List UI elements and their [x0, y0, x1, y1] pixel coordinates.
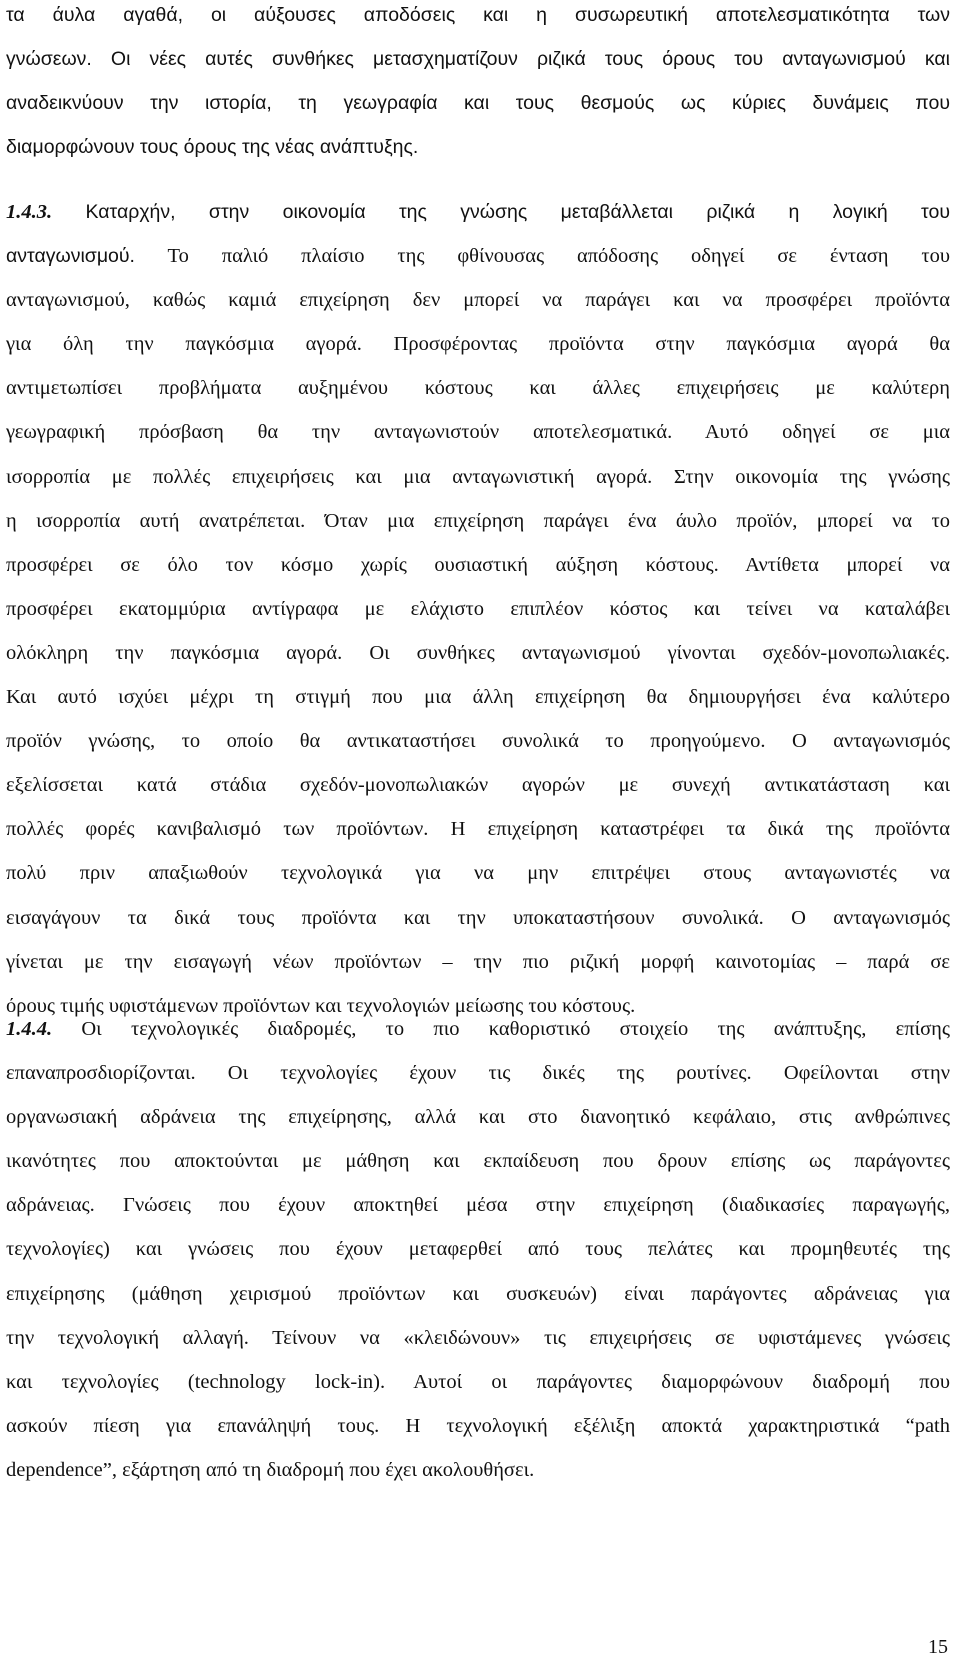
text-line: και τεχνολογίες (technology lock-in). Αυτοί οι παράγοντες διαμορφώνουν διαδρομή που: [6, 1370, 950, 1393]
text-line: τεχνολογίες) και γνώσεις που έχουν μεταφερθεί από τους πελάτες και προμηθευτές της: [6, 1238, 950, 1261]
section-1-4-3: [6, 197, 950, 1035]
section-1-4-4: [6, 1014, 950, 1499]
text-line: αντιμετωπίσει προβλήματα αυξημένου κόστους και άλλες επιχειρήσεις με καλύτερη: [6, 377, 950, 400]
text-line: εξελίσσεται κατά στάδια σχεδόν-μονοπωλιακών αγορών με συνεχή αντικατάσταση και: [6, 774, 950, 797]
text-line: ασκούν πίεση για επανάληψή τους. Η τεχνολογική εξέλιξη αποκτά χαρακτηριστικά “path: [6, 1414, 950, 1437]
text-line: προσφέρει σε όλο τον κόσμο χωρίς ουσιαστική αύξηση κόστους. Αντίθετα μπορεί να: [6, 553, 950, 576]
text-line: ανταγωνισμού, καθώς καμιά επιχείρηση δεν μπορεί να παράγει και να προσφέρει προϊόντα: [6, 289, 950, 312]
text-line: [6, 1014, 950, 1058]
text-line: για όλη την παγκόσμια αγορά. Προσφέροντας προϊόντα στην παγκόσμια αγορά θα: [6, 333, 950, 356]
text-line: dependence”, εξάρτηση από τη διαδρομή που έχει ακολουθήσει.: [6, 1458, 535, 1481]
text-line: ολόκληρη την παγκόσμια αγορά. Οι συνθήκες ανταγωνισμού γίνονται σχεδόν-μονοπωλιακές.: [6, 641, 950, 664]
text-line: γνώσεων. Οι νέες αυτές συνθήκες μετασχηματίζουν ριζικά τους όρους του ανταγωνισμού και: [6, 48, 950, 71]
text-line: όρους τιμής υφιστάμενων προϊόντων και τεχνολογιών μείωσης του κόστους.: [6, 994, 636, 1017]
text-line: γίνεται με την εισαγωγή νέων προϊόντων – την πιο ριζική μορφή καινοτομίας – παρά σε: [6, 950, 950, 973]
text-line: πολύ πριν απαξιωθούν τεχνολογικά για να μην επιτρέψει στους ανταγωνιστές να: [6, 862, 950, 885]
text-line: επιχείρησης (μάθηση χειρισμού προϊόντων και συσκευών) είναι παράγοντες αδράνειας για: [6, 1282, 950, 1305]
text-line: γεωγραφική πρόσβαση θα την ανταγωνιστούν αποτελεσματικά. Αυτό οδηγεί σε μια: [6, 421, 950, 444]
text-line: πολλές φορές κανιβαλισμό των προϊόντων. Η επιχείρηση καταστρέφει τα δικά της προϊόντα: [6, 818, 950, 841]
page-number: 15: [928, 1636, 948, 1658]
text-line: τα άυλα αγαθά, οι αύξουσες αποδόσεις και η συσωρευτική αποτελεσματικότητα των: [6, 4, 950, 26]
text-segment: ανταγωνισμού.: [6, 245, 135, 268]
text-line: διαμορφώνουν τους όρους της νέας ανάπτυξης.: [6, 136, 419, 159]
text-line: [6, 197, 950, 241]
text-line: η ισορροπία αυτή ανατρέπεται. Όταν μια επιχείρηση παράγει ένα άυλο προϊόν, μπορεί να το: [6, 509, 950, 532]
section-number: 1.4.3.: [6, 201, 53, 223]
text-line: Και αυτό ισχύει μέχρι τη στιγμή που μια άλλη επιχείρηση θα δημιουργήσει ένα καλύτερο: [6, 686, 950, 709]
text-line: αδράνειας. Γνώσεις που έχουν αποκτηθεί μέσα στην επιχείρηση (διαδικασίες παραγωγής,: [6, 1194, 950, 1217]
text-line: οργανωσιακή αδράνεια της επιχείρησης, αλλά και στο διανοητικό κεφάλαιο, στις ανθρώπινες: [6, 1106, 950, 1129]
text-line: επαναπροσδιορίζονται. Οι τεχνολογίες έχουν τις δικές της ρουτίνες. Οφείλονται στην: [6, 1062, 950, 1085]
text-segment: Οι τεχνολογικές διαδρομές, το πιο καθοριστικό στοιχείο της ανάπτυξης, επίσης: [52, 1018, 950, 1040]
text-line: αναδεικνύουν την ιστορία, τη γεωγραφία και τους θεσμούς ως κύριες δυνάμεις που: [6, 92, 950, 115]
text-line: εισαγάγουν τα δικά τους προϊόντα και την υποκαταστήσουν συνολικά. Ο ανταγωνισμός: [6, 906, 950, 929]
text-segment: Καταρχήν, στην οικονομία της γνώσης μεταβάλλεται ριζικά η λογική του: [52, 201, 950, 223]
text-line: ισορροπία με πολλές επιχειρήσεις και μια ανταγωνιστική αγορά. Στην οικονομία της γνώσης: [6, 465, 950, 488]
text-segment: Το παλιό πλαίσιο της φθίνουσας απόδοσης οδηγεί σε ένταση του: [134, 245, 950, 268]
text-line: ικανότητες που αποκτούνται με μάθηση και εκπαίδευση που δρουν επίσης ως παράγοντες: [6, 1150, 950, 1173]
paragraph-intro: [6, 0, 950, 176]
text-line: [6, 241, 950, 285]
text-line: προσφέρει εκατομμύρια αντίγραφα με ελάχιστο επιπλέον κόστος και τείνει να καταλάβει: [6, 597, 950, 620]
text-line: προϊόν γνώσης, το οποίο θα αντικαταστήσει συνολικά το προηγούμενο. Ο ανταγωνισμός: [6, 730, 950, 753]
section-number: 1.4.4.: [6, 1018, 53, 1040]
text-line: την τεχνολογική αλλαγή. Τείνουν να «κλειδώνουν» τις επιχειρήσεις σε υφιστάμενες γνώσεις: [6, 1326, 950, 1349]
